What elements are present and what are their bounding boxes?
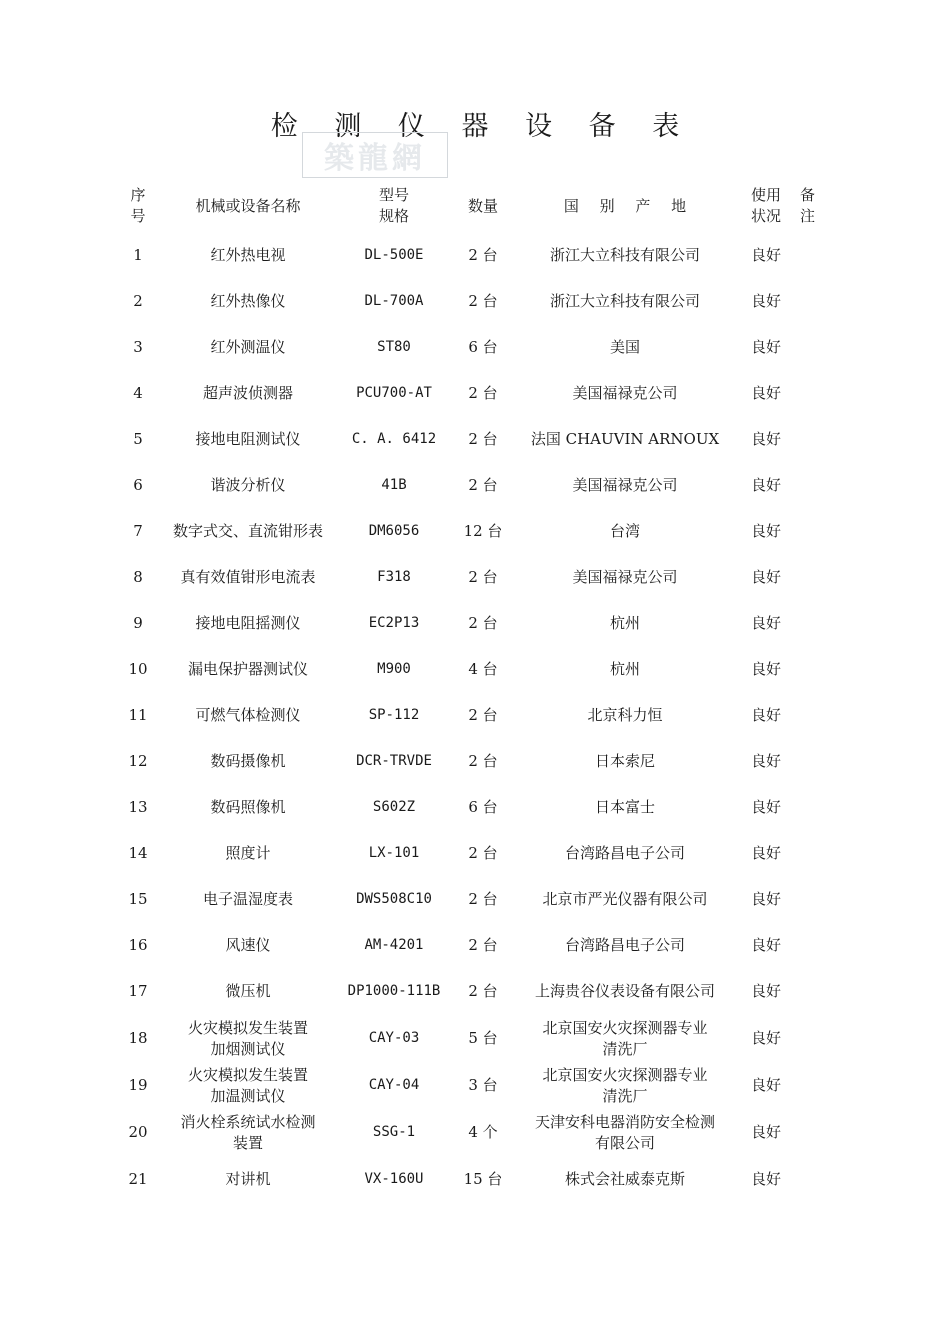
cell-model: DL-700A [364,292,424,309]
cell-status: 良好 [750,429,781,448]
cell-status: 良好 [750,889,781,908]
cell-remark [792,416,837,462]
cell-status: 良好 [750,1123,781,1141]
cell-name: 红外热电视 [210,245,286,264]
cell-origin: 上海贵谷仪表设备有限公司 [534,982,715,1000]
cell-remark [792,462,837,508]
cell-no: 20 [128,1123,148,1141]
cell-model: DL-500E [364,246,424,263]
header-origin: 国 别 产 地 [563,196,695,215]
cell-remark [792,692,837,738]
cell-no: 11 [128,705,148,724]
cell-no: 5 [133,429,143,448]
cell-qty: 6 台 [468,797,498,816]
cell-remark [792,600,837,646]
cell-origin: 日本富士 [594,797,655,816]
cell-name: 接地电阻摇测仪 [195,613,301,632]
cell-origin: 杭州 [609,613,640,632]
cell-model: VX-160U [364,1171,424,1187]
cell-qty: 2 台 [468,475,498,494]
cell-origin: 台湾路昌电子公司 [564,843,685,862]
cell-status: 良好 [750,1029,781,1047]
cell-name: 微压机 [225,982,271,1000]
cell-remark [792,508,837,554]
cell-remark [792,324,837,370]
cell-status: 良好 [750,245,781,264]
cell-qty: 2 台 [468,751,498,770]
cell-remark [792,922,837,968]
table-row [112,416,837,462]
cell-qty: 6 台 [468,337,498,356]
cell-no: 15 [128,889,148,908]
cell-name: 谐波分析仪 [210,475,286,494]
cell-origin: 日本索尼 [594,751,655,770]
cell-origin: 美国福禄克公司 [572,383,678,402]
cell-status: 良好 [750,337,781,356]
cell-model: DCR-TRVDE [356,752,432,769]
cell-name: 消火栓系统试水检测 装置 [180,1112,316,1152]
table-header-row [112,180,837,232]
header-remark [792,180,837,232]
cell-no: 13 [128,797,148,816]
header-remark-text: 备 注 [800,186,816,225]
cell-model: EC2P13 [368,614,420,631]
cell-no: 12 [128,751,148,770]
cell-status: 良好 [750,475,781,494]
watermark-logo: 築龍網 [302,132,448,178]
cell-no: 1 [133,245,143,264]
cell-no: 4 [133,383,143,402]
table-row [112,830,837,876]
cell-model: C. A. 6412 [351,430,437,447]
cell-remark [792,1015,837,1062]
cell-qty: 2 台 [468,613,498,632]
cell-remark [792,278,837,324]
cell-no: 18 [128,1029,148,1047]
cell-model: 41B [381,476,407,493]
cell-model: CAY-03 [368,1030,420,1046]
table-row [112,324,837,370]
cell-origin: 北京国安火灾探测器专业 清洗厂 [542,1065,708,1105]
cell-name: 火灾模拟发生装置 加温测试仪 [187,1065,308,1105]
cell-status: 良好 [750,751,781,770]
table-row [112,1062,837,1109]
cell-no: 8 [133,567,143,586]
cell-qty: 2 台 [468,843,498,862]
cell-remark [792,968,837,1015]
table-row [112,784,837,830]
header-status [740,180,792,232]
cell-qty: 2 台 [468,982,498,1000]
cell-model: DM6056 [368,522,420,539]
cell-status: 良好 [750,705,781,724]
table-row [112,278,837,324]
cell-qty: 2 台 [468,567,498,586]
cell-model: SSG-1 [372,1124,416,1140]
header-status-text: 使用 状况 [750,186,781,225]
equipment-table [112,180,837,1203]
cell-status: 良好 [750,982,781,1000]
cell-origin: 北京科力恒 [587,705,663,724]
table-row [112,1156,837,1203]
cell-status: 良好 [750,613,781,632]
cell-model: DWS508C10 [356,890,432,907]
cell-status: 良好 [750,291,781,310]
cell-model: LX-101 [368,844,420,861]
cell-name: 可燃气体检测仪 [195,705,301,724]
table-row [112,968,837,1015]
cell-origin: 北京市严光仪器有限公司 [542,889,708,908]
cell-remark [792,646,837,692]
cell-remark [792,1156,837,1203]
cell-model: SP-112 [368,706,420,723]
cell-name: 照度计 [225,843,271,862]
header-model [332,180,456,232]
table-row [112,232,837,278]
cell-remark [792,1062,837,1109]
cell-remark [792,830,837,876]
table-row [112,370,837,416]
table-row [112,1015,837,1062]
header-no [112,180,164,232]
cell-status: 良好 [750,843,781,862]
cell-qty: 2 台 [468,889,498,908]
cell-model: DP1000-111B [347,983,441,999]
cell-no: 17 [128,982,148,1000]
cell-qty: 5 台 [468,1029,498,1047]
cell-remark [792,232,837,278]
cell-no: 2 [133,291,143,310]
cell-no: 19 [128,1076,148,1094]
cell-status: 良好 [750,935,781,954]
cell-name: 电子温湿度表 [202,889,293,908]
cell-name: 红外热像仪 [210,291,286,310]
cell-model: S602Z [372,798,416,815]
cell-origin: 浙江大立科技有限公司 [549,245,700,264]
table-row [112,554,837,600]
cell-origin: 台湾 [609,521,640,540]
cell-no: 9 [133,613,143,632]
cell-origin: 美国福禄克公司 [572,475,678,494]
cell-no: 21 [128,1170,148,1188]
cell-name: 接地电阻测试仪 [195,429,301,448]
table-row [112,508,837,554]
cell-qty: 2 台 [468,245,498,264]
cell-remark [792,876,837,922]
cell-qty: 2 台 [468,291,498,310]
cell-status: 良好 [750,659,781,678]
cell-qty: 4 个 [468,1123,498,1141]
cell-remark [792,784,837,830]
cell-name: 数码照像机 [210,797,286,816]
cell-remark [792,1109,837,1156]
cell-status: 良好 [750,383,781,402]
cell-status: 良好 [750,797,781,816]
header-no-text: 序 号 [130,186,146,225]
cell-name: 数字式交、直流钳形表 [172,521,323,540]
cell-remark [792,738,837,784]
cell-no: 10 [128,659,148,678]
cell-no: 16 [128,935,148,954]
document-title: 检 测 仪 器 设 备 表 [270,111,694,142]
cell-origin: 杭州 [609,659,640,678]
table-row [112,646,837,692]
cell-origin: 天津安科电器消防安全检测 有限公司 [534,1112,715,1152]
cell-name: 超声波侦测器 [202,383,293,402]
cell-qty: 15 台 [463,1170,503,1188]
cell-status: 良好 [750,521,781,540]
cell-status: 良好 [750,567,781,586]
cell-name: 火灾模拟发生装置 加烟测试仪 [187,1018,308,1058]
cell-origin: 株式会社威泰克斯 [564,1170,685,1188]
cell-name: 数码摄像机 [210,751,286,770]
cell-qty: 2 台 [468,705,498,724]
table-row [112,600,837,646]
cell-remark [792,554,837,600]
cell-no: 7 [133,521,143,540]
cell-model: AM-4201 [364,936,424,953]
cell-model: ST80 [377,338,411,355]
table-row [112,692,837,738]
cell-name: 红外测温仪 [210,337,286,356]
table-body [112,232,837,1203]
cell-no: 14 [128,843,148,862]
table-row [112,462,837,508]
table-row [112,922,837,968]
cell-model: M900 [377,660,411,677]
cell-origin: 北京国安火灾探测器专业 清洗厂 [542,1018,708,1058]
cell-name: 对讲机 [225,1170,271,1188]
table-row [112,876,837,922]
cell-qty: 2 台 [468,935,498,954]
cell-qty: 12 台 [463,521,503,540]
cell-model: PCU700-AT [356,384,432,401]
cell-model: F318 [377,568,411,585]
cell-name: 漏电保护器测试仪 [187,659,308,678]
header-qty: 数量 [467,196,498,215]
cell-qty: 2 台 [468,383,498,402]
cell-qty: 2 台 [468,429,498,448]
cell-origin: 台湾路昌电子公司 [564,935,685,954]
cell-status: 良好 [750,1076,781,1094]
table-row [112,1109,837,1156]
cell-origin: 美国 [609,337,640,356]
cell-model: CAY-04 [368,1077,420,1093]
header-name: 机械或设备名称 [195,196,301,215]
cell-origin: 法国 CHAUVIN ARNOUX [530,429,720,448]
cell-origin: 浙江大立科技有限公司 [549,291,700,310]
cell-name: 风速仪 [225,935,271,954]
header-model-text: 型号 规格 [378,186,409,225]
cell-origin: 美国福禄克公司 [572,567,678,586]
cell-no: 3 [133,337,143,356]
cell-no: 6 [133,475,143,494]
cell-status: 良好 [750,1170,781,1188]
cell-name: 真有效值钳形电流表 [180,567,316,586]
cell-qty: 3 台 [468,1076,498,1094]
cell-qty: 4 台 [468,659,498,678]
table-row [112,738,837,784]
cell-remark [792,370,837,416]
